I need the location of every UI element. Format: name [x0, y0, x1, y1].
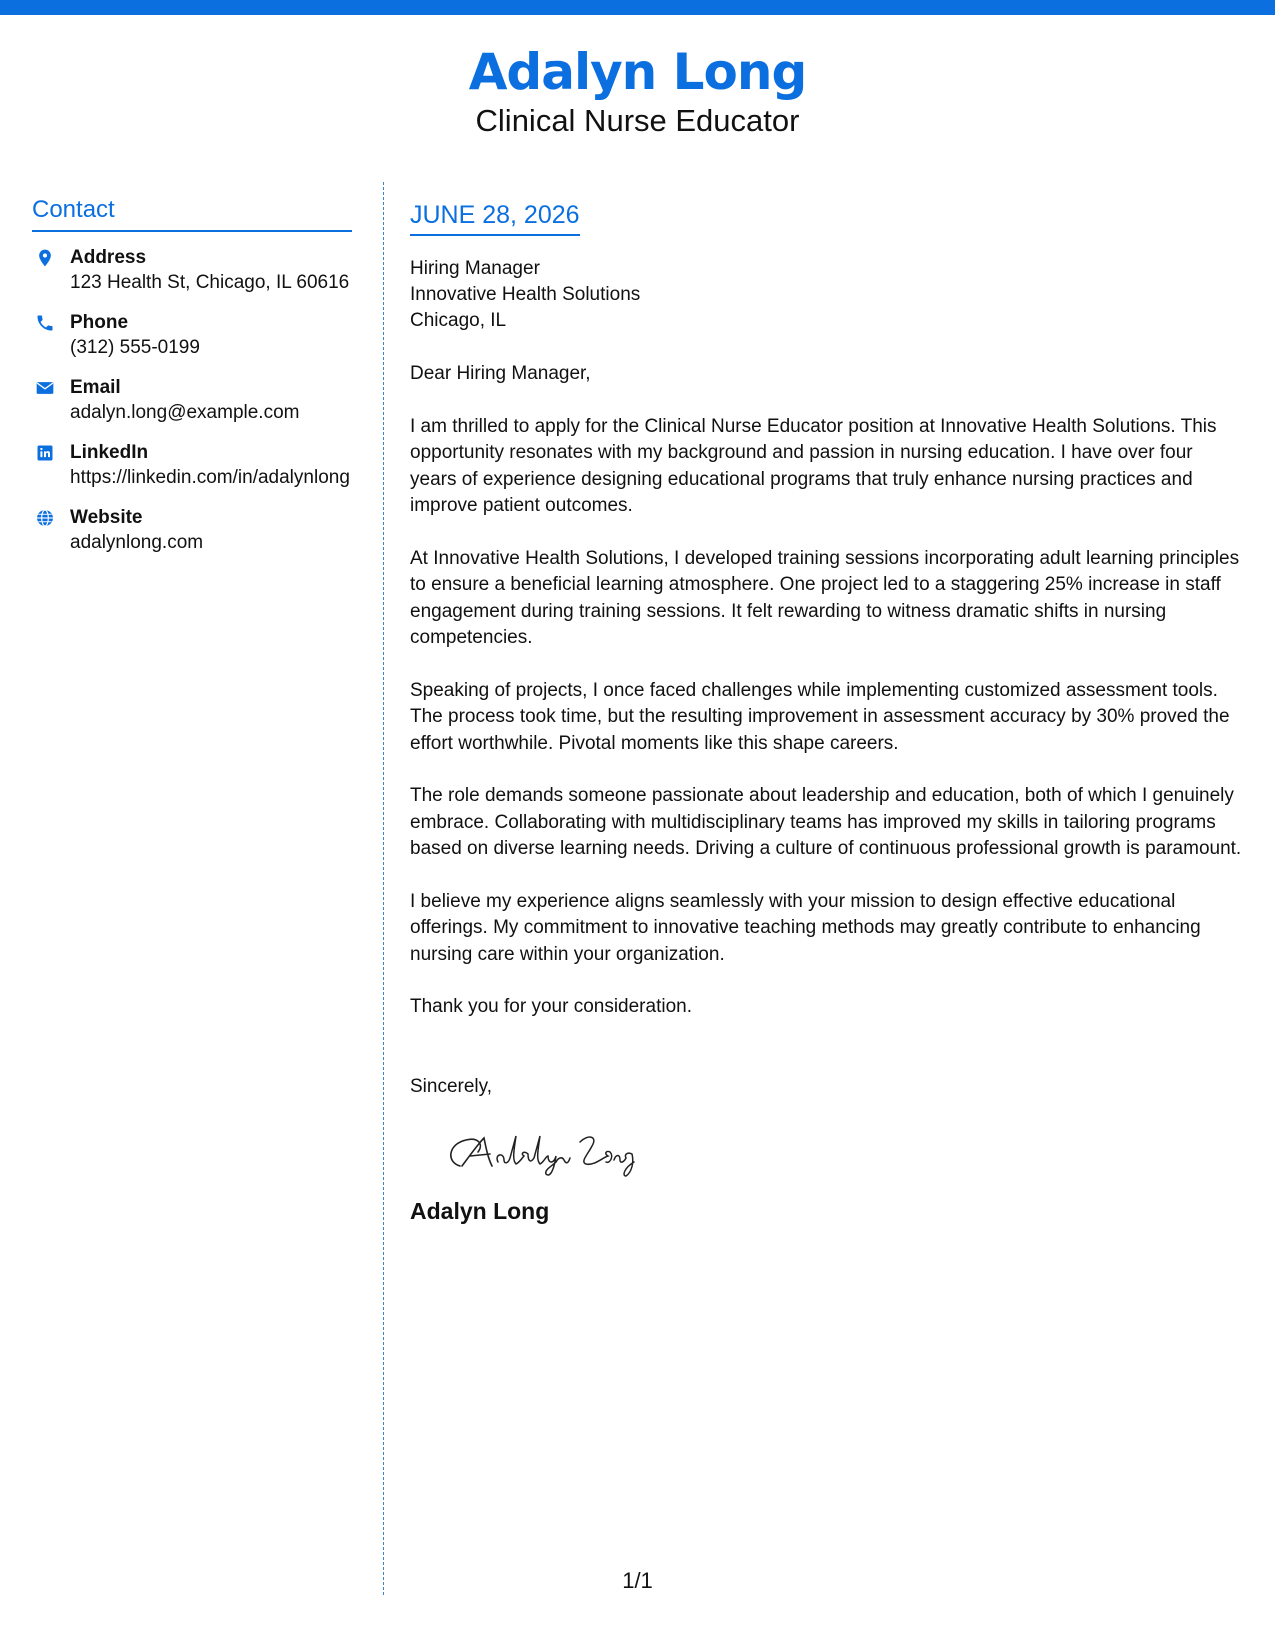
job-title: Clinical Nurse Educator: [475, 103, 800, 138]
letter-body: [410, 198, 1242, 1226]
letter-paragraph: Speaking of projects, I once faced challenges while implementing customized assessment tools. The process took time, but the resulting improvement in assessment accuracy by 30% proved the effort worthwhile. Pivotal moments like this shape careers.: [410, 679, 1230, 754]
page-number: 1/1: [622, 1568, 653, 1593]
column-divider: [383, 182, 384, 1595]
page-header: [0, 42, 1275, 140]
globe-icon: [35, 508, 55, 528]
closing: Sincerely,: [410, 1075, 493, 1097]
recipient-block: [410, 256, 1242, 334]
contact-item-address: [32, 246, 352, 295]
contact-value[interactable]: adalyn.long@example.com: [70, 402, 300, 423]
letter-date: JUNE 28, 2026: [410, 198, 580, 236]
signature-drawing: [438, 1122, 658, 1182]
contact-label: Phone: [70, 312, 129, 333]
envelope-icon: [35, 378, 55, 398]
contact-value: 123 Health St, Chicago, IL 60616: [70, 272, 350, 293]
contact-item-email: [32, 376, 352, 425]
top-accent-bar: [0, 0, 1275, 15]
contact-item-phone: [32, 311, 352, 360]
map-pin-icon: [35, 248, 55, 268]
contact-item-website: [32, 506, 352, 555]
contact-label: Website: [70, 507, 143, 528]
contact-value[interactable]: https://linkedin.com/in/adalynlong: [70, 467, 350, 488]
contact-label: Address: [70, 247, 147, 268]
recipient-line: Hiring Manager: [410, 258, 540, 279]
salutation: Dear Hiring Manager,: [410, 363, 591, 384]
signer-name: Adalyn Long: [410, 1198, 550, 1224]
letter-paragraph: Thank you for your consideration.: [410, 996, 692, 1017]
linkedin-icon: [35, 443, 55, 463]
letter-paragraph: I am thrilled to apply for the Clinical Nurse Educator position at Innovative Health Solutions. This opportunity resonates with my background and passion in nursing education. I have over four years of experience designing educational programs that truly enhance nursing practices and improve patient outcomes.: [410, 415, 1217, 516]
contact-item-linkedin: [32, 441, 352, 490]
handwritten-signature: [438, 1122, 1242, 1182]
contact-value[interactable]: adalynlong.com: [70, 532, 204, 553]
contact-label: LinkedIn: [70, 442, 149, 463]
letter-paragraph: At Innovative Health Solutions, I developed training sessions incorporating adult learning principles to ensure a beneficial learning atmosphere. One project led to a staggering 25% increase in staff engagement during training sessions. It felt rewarding to witness dramatic shifts in nursing competencies.: [410, 547, 1240, 648]
recipient-line: Innovative Health Solutions: [410, 284, 641, 305]
contact-sidebar: [32, 193, 352, 571]
recipient-line: Chicago, IL: [410, 310, 507, 331]
phone-icon: [35, 313, 55, 333]
letter-paragraph: The role demands someone passionate about leadership and education, both of which I genuinely embrace. Collaborating with multidisciplinary teams has improved my skills in tailoring programs based on diverse learning needs. Driving a culture of continuous professional growth is paramount.: [410, 785, 1242, 859]
letter-paragraph: I believe my experience aligns seamlessly with your mission to design effective educational offerings. My commitment to innovative teaching methods may greatly contribute to enhancing nursing care within your organization.: [410, 890, 1201, 965]
contact-label: Email: [70, 377, 121, 398]
contact-section-title: Contact: [32, 193, 352, 232]
contact-value: (312) 555-0199: [70, 337, 200, 358]
applicant-name: Adalyn Long: [468, 43, 807, 101]
